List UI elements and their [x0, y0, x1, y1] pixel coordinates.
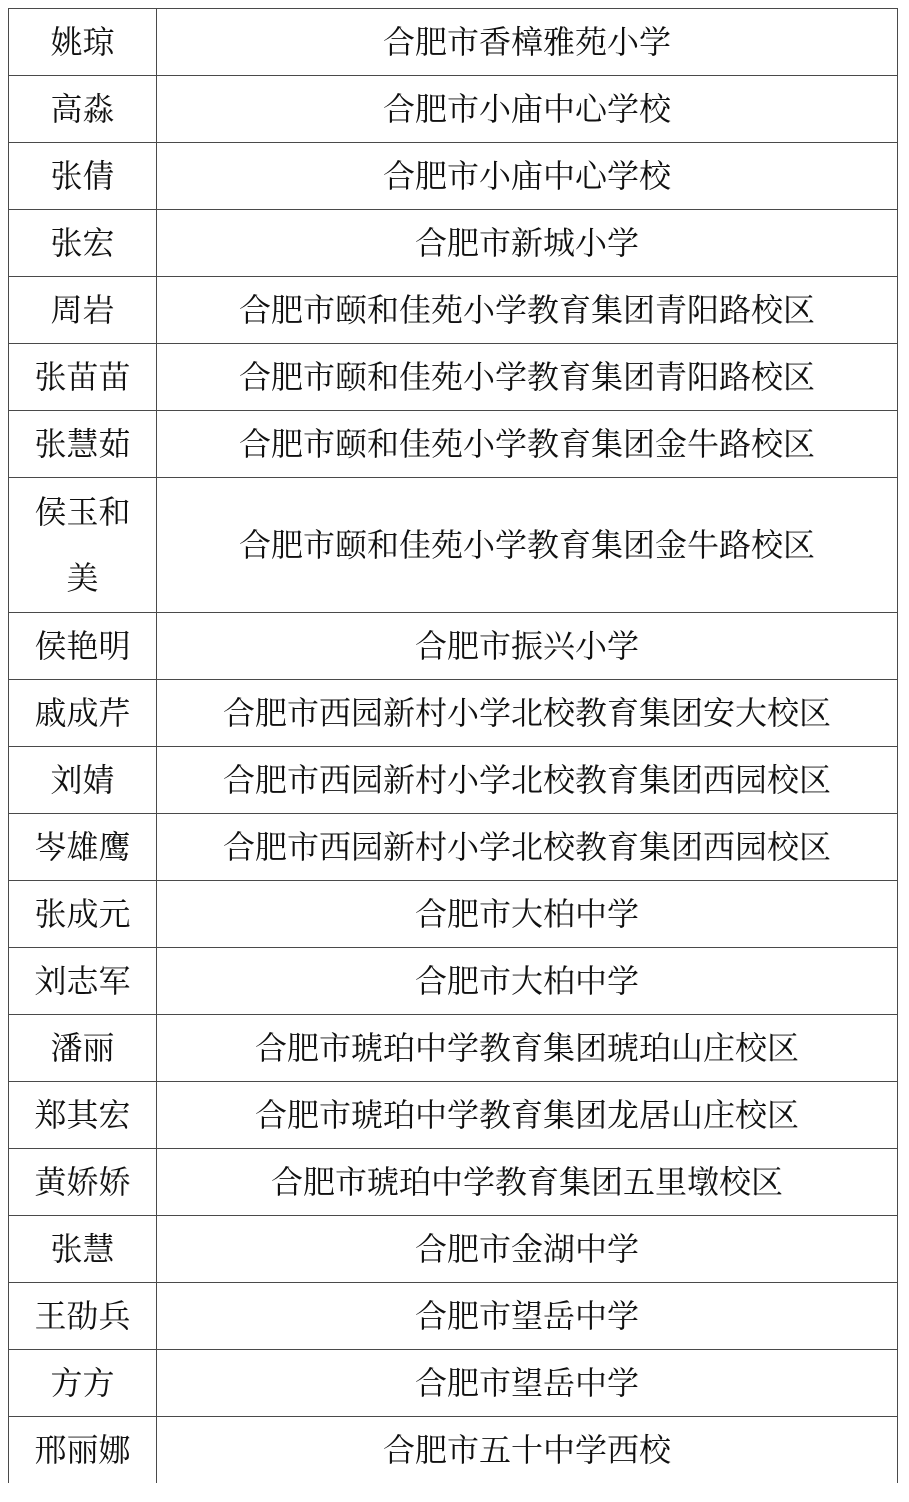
- school-cell: 合肥市颐和佳苑小学教育集团青阳路校区: [157, 344, 898, 411]
- table-row: [9, 1082, 898, 1149]
- table-body: [9, 9, 898, 1484]
- name-cell: 潘丽: [9, 1015, 157, 1082]
- school-cell: 合肥市西园新村小学北校教育集团西园校区: [157, 814, 898, 881]
- name-cell: 张慧: [9, 1216, 157, 1283]
- table-row: [9, 478, 898, 613]
- school-cell: 合肥市颐和佳苑小学教育集团金牛路校区: [157, 478, 898, 613]
- school-cell: 合肥市颐和佳苑小学教育集团青阳路校区: [157, 277, 898, 344]
- table-row: [9, 680, 898, 747]
- name-cell: 姚琼: [9, 9, 157, 76]
- name-cell: 方方: [9, 1350, 157, 1417]
- name-cell: 张宏: [9, 210, 157, 277]
- school-cell: 合肥市望岳中学: [157, 1283, 898, 1350]
- table-row: [9, 1283, 898, 1350]
- name-cell: 张慧茹: [9, 411, 157, 478]
- name-cell: 高淼: [9, 76, 157, 143]
- school-cell: 合肥市五十中学西校: [157, 1417, 898, 1484]
- school-cell: 合肥市振兴小学: [157, 613, 898, 680]
- table-row: [9, 1417, 898, 1484]
- table-row: [9, 1149, 898, 1216]
- table-row: [9, 9, 898, 76]
- school-cell: 合肥市西园新村小学北校教育集团西园校区: [157, 747, 898, 814]
- table-row: [9, 613, 898, 680]
- school-cell: 合肥市颐和佳苑小学教育集团金牛路校区: [157, 411, 898, 478]
- name-cell: 周岩: [9, 277, 157, 344]
- table-row: [9, 1350, 898, 1417]
- name-cell: 王劭兵: [9, 1283, 157, 1350]
- table-row: [9, 1015, 898, 1082]
- school-cell: 合肥市琥珀中学教育集团琥珀山庄校区: [157, 1015, 898, 1082]
- name-cell: 刘志军: [9, 948, 157, 1015]
- name-cell: 岑雄鹰: [9, 814, 157, 881]
- table-row: [9, 881, 898, 948]
- table-row: [9, 747, 898, 814]
- name-cell: 戚成芹: [9, 680, 157, 747]
- school-cell: 合肥市小庙中心学校: [157, 76, 898, 143]
- school-cell: 合肥市香樟雅苑小学: [157, 9, 898, 76]
- table-row: [9, 210, 898, 277]
- school-cell: 合肥市琥珀中学教育集团五里墩校区: [157, 1149, 898, 1216]
- name-cell: 侯玉和美: [9, 478, 157, 613]
- school-cell: 合肥市金湖中学: [157, 1216, 898, 1283]
- school-cell: 合肥市西园新村小学北校教育集团安大校区: [157, 680, 898, 747]
- name-cell: 张成元: [9, 881, 157, 948]
- table-row: [9, 411, 898, 478]
- school-cell: 合肥市望岳中学: [157, 1350, 898, 1417]
- teacher-school-table: [8, 8, 898, 1483]
- school-cell: 合肥市琥珀中学教育集团龙居山庄校区: [157, 1082, 898, 1149]
- school-cell: 合肥市大柏中学: [157, 948, 898, 1015]
- name-cell: 张苗苗: [9, 344, 157, 411]
- name-cell: 张倩: [9, 143, 157, 210]
- table-row: [9, 277, 898, 344]
- name-cell: 侯艳明: [9, 613, 157, 680]
- school-cell: 合肥市大柏中学: [157, 881, 898, 948]
- name-cell: 刘婧: [9, 747, 157, 814]
- table-row: [9, 143, 898, 210]
- table-row: [9, 344, 898, 411]
- table-row: [9, 814, 898, 881]
- name-cell: 黄娇娇: [9, 1149, 157, 1216]
- name-cell: 郑其宏: [9, 1082, 157, 1149]
- table-row: [9, 948, 898, 1015]
- table-row: [9, 76, 898, 143]
- name-cell: 邢丽娜: [9, 1417, 157, 1484]
- table-row: [9, 1216, 898, 1283]
- school-cell: 合肥市小庙中心学校: [157, 143, 898, 210]
- school-cell: 合肥市新城小学: [157, 210, 898, 277]
